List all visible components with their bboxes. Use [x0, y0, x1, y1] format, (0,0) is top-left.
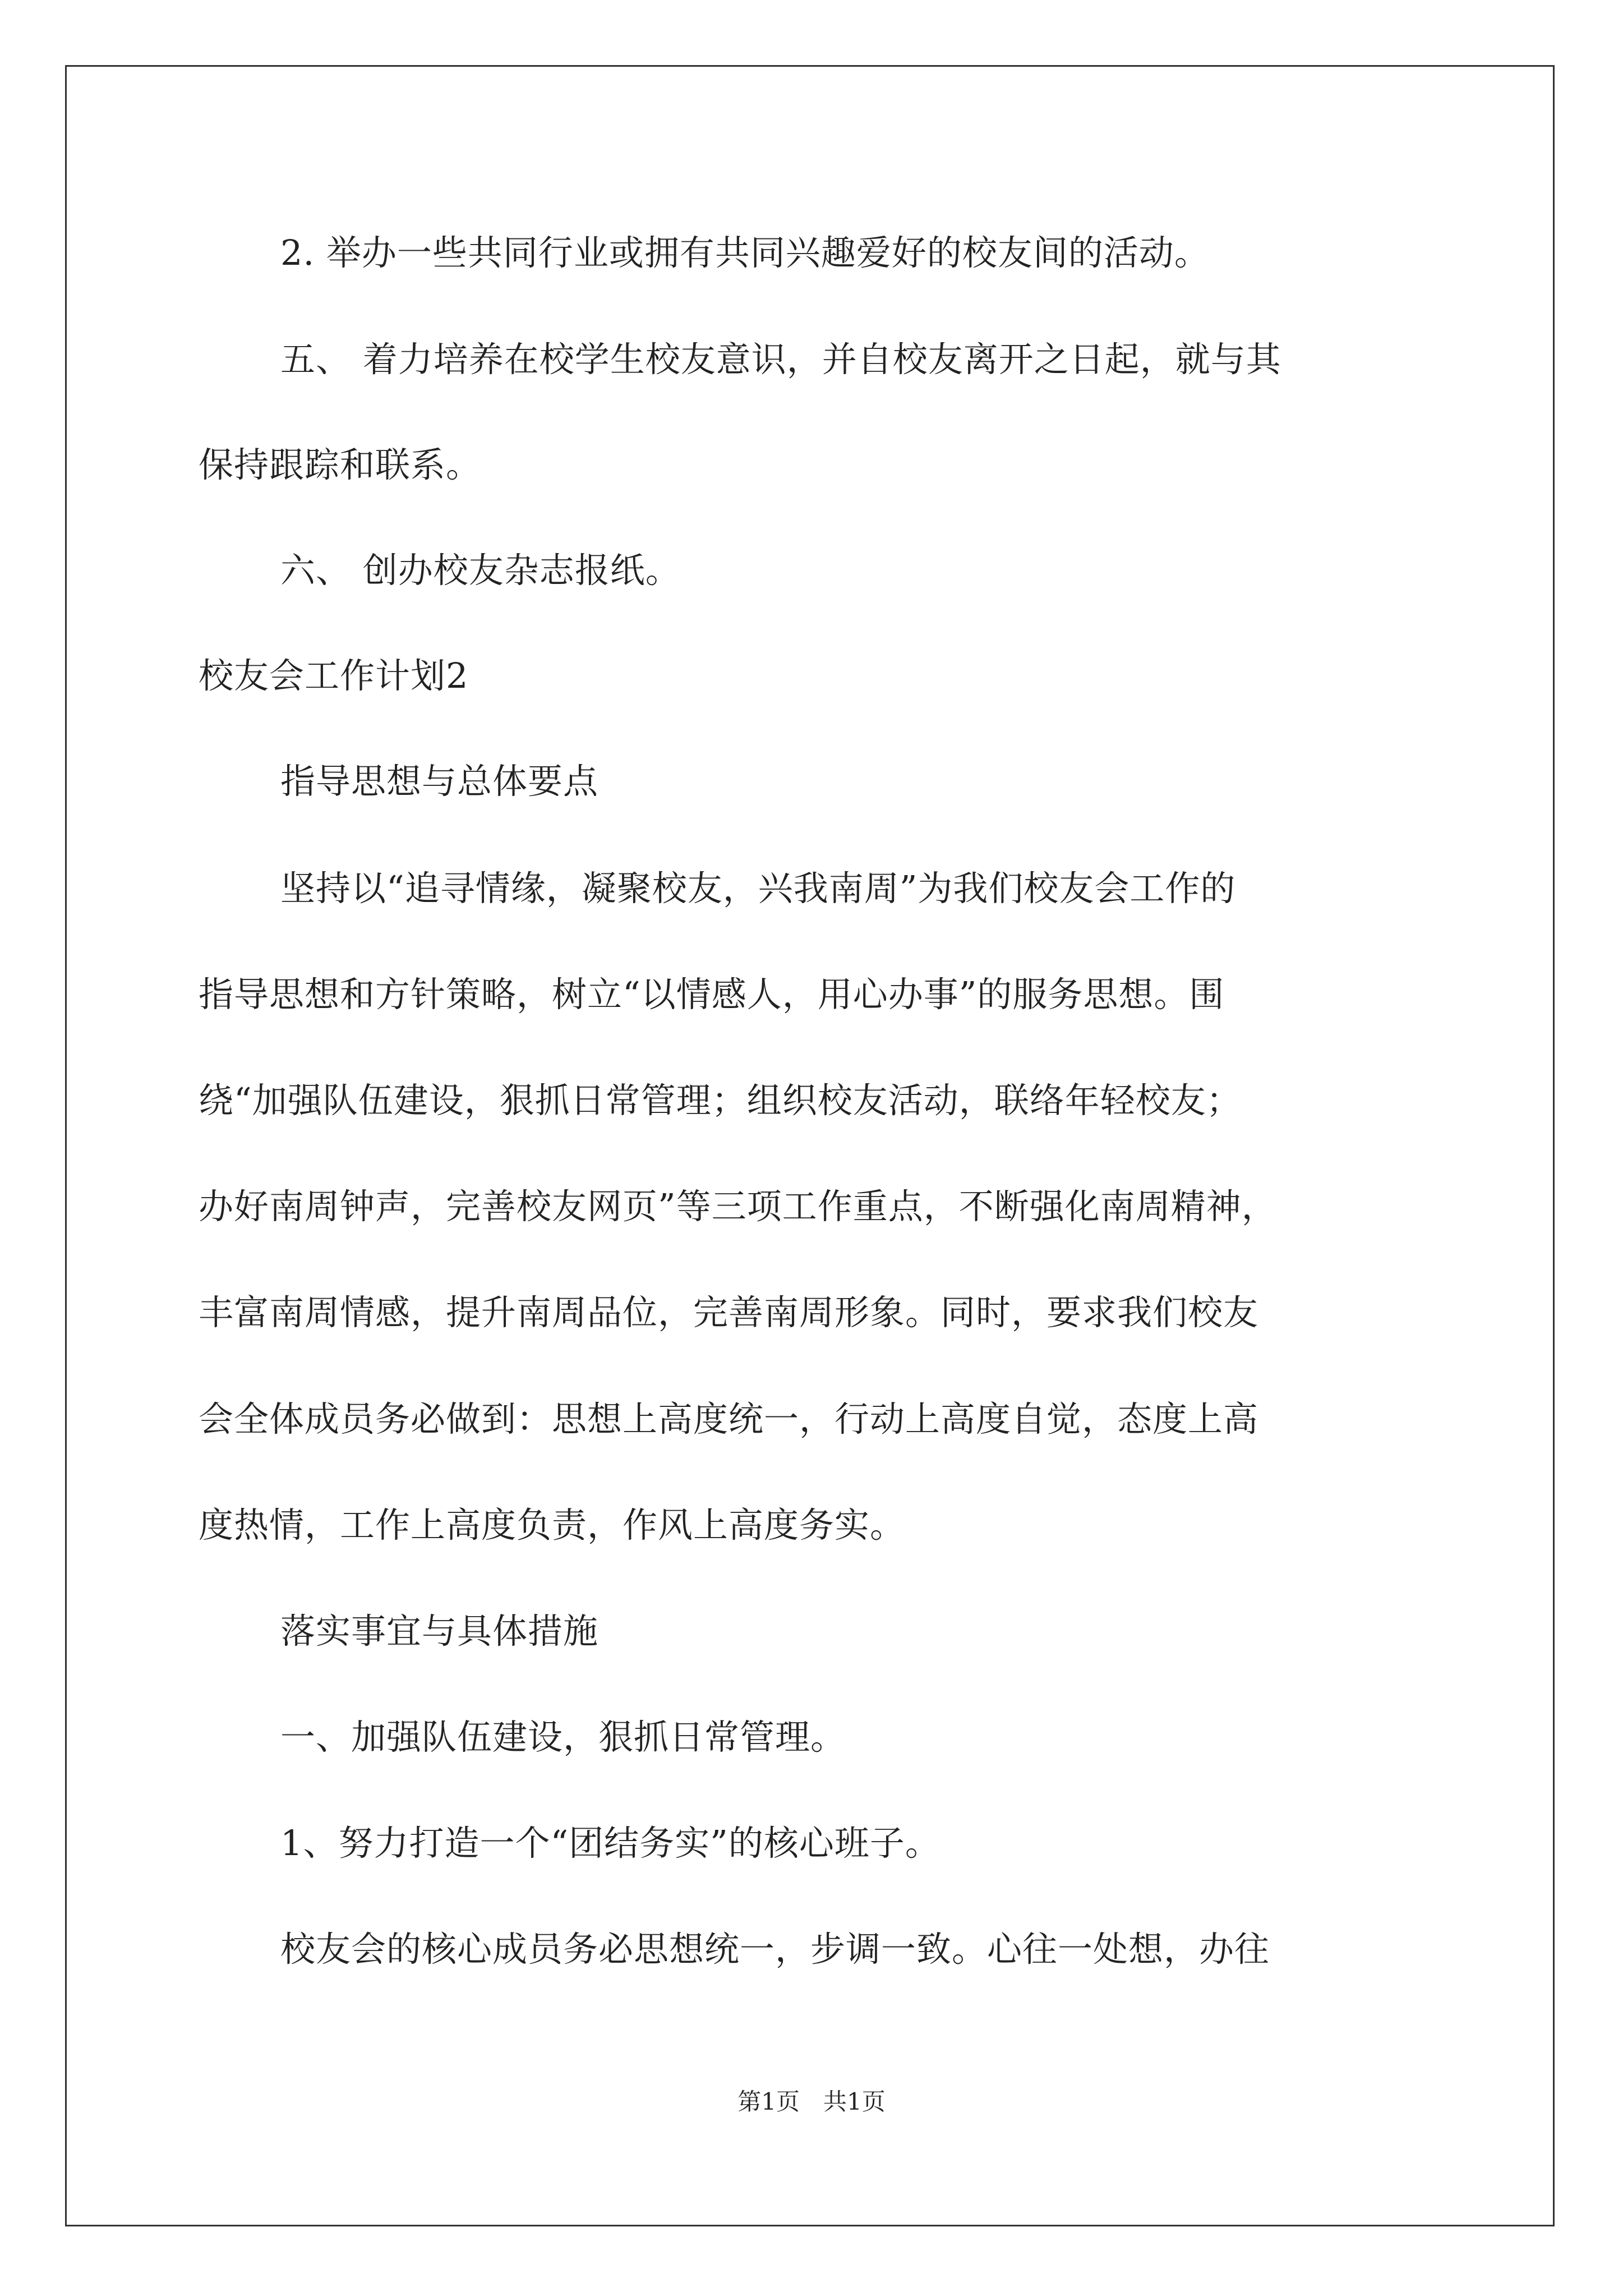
section-five-line-1: 五、 着力培养在校学生校友意识，并自校友离开之日起，就与其	[280, 339, 1281, 380]
section-five-line-2: 保持跟踪和联系。	[199, 444, 482, 485]
paragraph-core-members: 校友会的核心成员务必思想统一，步调一致。心往一处想，办往	[280, 1929, 1270, 1970]
plan-title: 校友会工作计划2	[199, 655, 469, 696]
paragraph-line-7: 度热情，工作上高度负责，作风上高度务实。	[199, 1504, 906, 1545]
paragraph-line-3: 绕“加强队伍建设，狠抓日常管理；组织校友活动，联络年轻校友；	[199, 1080, 1242, 1121]
paragraph-line-1: 坚持以“追寻情缘，凝聚校友，兴我南周”为我们校友会工作的	[280, 868, 1236, 909]
paragraph-line-4: 办好南周钟声，完善校友网页”等三项工作重点，不断强化南周精神，	[199, 1186, 1277, 1227]
paragraph-line-5: 丰富南周情感，提升南周品位，完善南周形象。同时，要求我们校友	[199, 1292, 1259, 1333]
list-item-2: 2. 举办一些共同行业或拥有共同兴趣爱好的校友间的活动。	[280, 232, 1210, 273]
section-one-heading: 一、加强队伍建设，狠抓日常管理。	[280, 1717, 846, 1757]
section-six: 六、 创办校友杂志报纸。	[280, 550, 681, 591]
item-1-heading: 1、努力打造一个“团结务实”的核心班子。	[280, 1823, 940, 1864]
heading-guiding-ideas: 指导思想与总体要点	[280, 761, 599, 802]
page-number: 第1页 共1页	[737, 2088, 886, 2115]
paragraph-line-6: 会全体成员务必做到：思想上高度统一，行动上高度自觉，态度上高	[199, 1398, 1259, 1439]
paragraph-line-2: 指导思想和方针策略，树立“以情感人，用心办事”的服务思想。围	[199, 974, 1225, 1015]
page-border	[65, 65, 1555, 2226]
heading-measures: 落实事宜与具体措施	[280, 1611, 599, 1651]
